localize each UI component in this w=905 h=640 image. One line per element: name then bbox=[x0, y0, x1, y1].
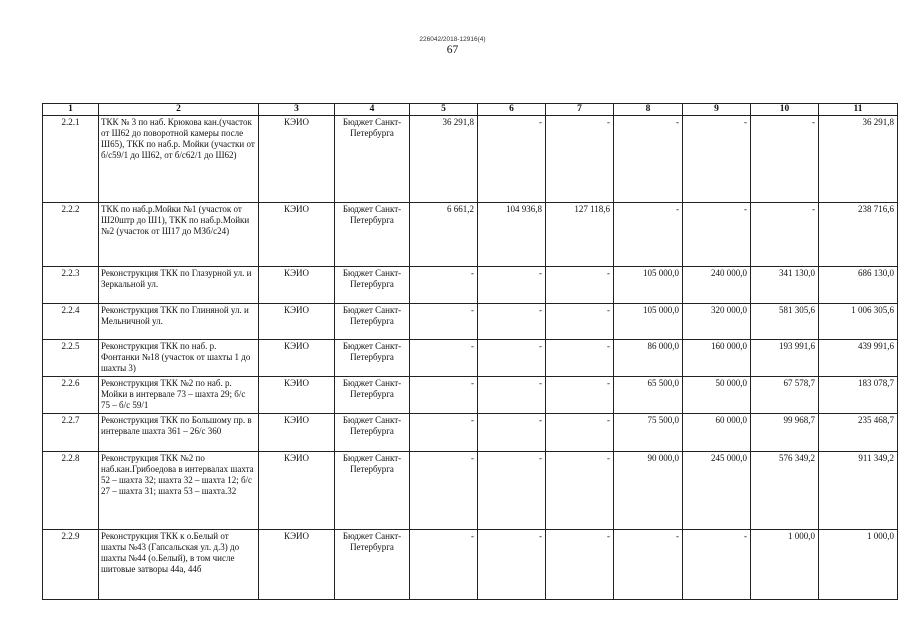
row-funding-source: Бюджет Санкт-Петербурга bbox=[335, 116, 410, 203]
row-funding-source: Бюджет Санкт-Петербурга bbox=[335, 203, 410, 267]
row-value-col7: - bbox=[546, 530, 614, 600]
row-value-col6: - bbox=[478, 530, 546, 600]
row-funding-source: Бюджет Санкт-Петербурга bbox=[335, 452, 410, 530]
row-value-col8: 90 000,0 bbox=[614, 452, 683, 530]
row-number: 2.2.8 bbox=[43, 452, 99, 530]
row-organization: КЭИО bbox=[259, 530, 335, 600]
table-row bbox=[43, 203, 898, 267]
table-row bbox=[43, 116, 898, 203]
col-header-8: 8 bbox=[614, 104, 683, 116]
table-row bbox=[43, 340, 898, 377]
col-header-2: 2 bbox=[99, 104, 259, 116]
row-value-col7: - bbox=[546, 452, 614, 530]
row-value-col11: 1 006 305,6 bbox=[819, 304, 898, 340]
row-value-col7: - bbox=[546, 340, 614, 377]
row-organization: КЭИО bbox=[259, 304, 335, 340]
row-value-col5: - bbox=[410, 267, 478, 304]
row-value-col6: - bbox=[478, 414, 546, 452]
col-header-6: 6 bbox=[478, 104, 546, 116]
row-value-col11: 911 349,2 bbox=[819, 452, 898, 530]
row-value-col11: 235 468,7 bbox=[819, 414, 898, 452]
row-value-col8: 105 000,0 bbox=[614, 304, 683, 340]
row-value-col10: 67 578,7 bbox=[751, 377, 819, 414]
row-value-col7: - bbox=[546, 267, 614, 304]
row-value-col6: - bbox=[478, 116, 546, 203]
row-value-col9: 245 000,0 bbox=[683, 452, 751, 530]
row-value-col11: 36 291,8 bbox=[819, 116, 898, 203]
row-value-col6: 104 936,8 bbox=[478, 203, 546, 267]
row-value-col10: 341 130,0 bbox=[751, 267, 819, 304]
row-funding-source: Бюджет Санкт-Петербурга bbox=[335, 267, 410, 304]
row-organization: КЭИО bbox=[259, 452, 335, 530]
row-funding-source: Бюджет Санкт-Петербурга bbox=[335, 530, 410, 600]
row-organization: КЭИО bbox=[259, 116, 335, 203]
row-value-col11: 238 716,6 bbox=[819, 203, 898, 267]
row-number: 2.2.3 bbox=[43, 267, 99, 304]
row-value-col7: - bbox=[546, 116, 614, 203]
row-value-col11: 183 078,7 bbox=[819, 377, 898, 414]
row-value-col5: - bbox=[410, 304, 478, 340]
row-value-col5: 6 661,2 bbox=[410, 203, 478, 267]
row-value-col11: 439 991,6 bbox=[819, 340, 898, 377]
budget-table bbox=[42, 103, 898, 600]
row-organization: КЭИО bbox=[259, 203, 335, 267]
row-object-name: Реконструкция ТКК №2 по наб.кан.Грибоедова в интервалах шахта 52 – шахта 32; шахта 32 – шахта 12; б/с 27 – шахта 31; шахта 53 – шахта.32 bbox=[99, 452, 259, 530]
row-object-name: ТКК № 3 по наб. Крюкова кан.(участок от Ш62 до поворотной камеры после Ш65), ТКК по наб.р. Мойки (участки от б/с59/1 до Ш62, от б/с62/1 до Ш62) bbox=[99, 116, 259, 203]
row-value-col10: 193 991,6 bbox=[751, 340, 819, 377]
row-value-col8: 65 500,0 bbox=[614, 377, 683, 414]
row-value-col7: - bbox=[546, 304, 614, 340]
table-row bbox=[43, 530, 898, 600]
row-organization: КЭИО bbox=[259, 377, 335, 414]
document-id: 226042/2018-12916(4) bbox=[419, 36, 486, 43]
row-number: 2.2.4 bbox=[43, 304, 99, 340]
row-value-col8: - bbox=[614, 530, 683, 600]
row-funding-source: Бюджет Санкт-Петербурга bbox=[335, 340, 410, 377]
row-value-col9: - bbox=[683, 203, 751, 267]
col-header-7: 7 bbox=[546, 104, 614, 116]
table-row bbox=[43, 452, 898, 530]
col-header-11: 11 bbox=[819, 104, 898, 116]
row-number: 2.2.7 bbox=[43, 414, 99, 452]
col-header-10: 10 bbox=[751, 104, 819, 116]
col-header-5: 5 bbox=[410, 104, 478, 116]
row-value-col9: 50 000,0 bbox=[683, 377, 751, 414]
row-value-col5: 36 291,8 bbox=[410, 116, 478, 203]
row-value-col6: - bbox=[478, 377, 546, 414]
col-header-4: 4 bbox=[335, 104, 410, 116]
row-value-col5: - bbox=[410, 452, 478, 530]
row-object-name: Реконструкция ТКК по Глазурной ул. и Зеркальной ул. bbox=[99, 267, 259, 304]
row-value-col7: - bbox=[546, 377, 614, 414]
row-organization: КЭИО bbox=[259, 267, 335, 304]
row-number: 2.2.6 bbox=[43, 377, 99, 414]
row-value-col5: - bbox=[410, 414, 478, 452]
row-value-col8: - bbox=[614, 116, 683, 203]
row-object-name: Реконструкция ТКК по Глиняной ул. и Мельничной ул. bbox=[99, 304, 259, 340]
row-value-col9: 60 000,0 bbox=[683, 414, 751, 452]
row-value-col5: - bbox=[410, 377, 478, 414]
row-value-col11: 1 000,0 bbox=[819, 530, 898, 600]
row-object-name: Реконструкция ТКК к о.Белый от шахты №43 (Гапсальская ул. д.3) до шахты №44 (о.Белый), в том числе шитовые затворы 44а, 44б bbox=[99, 530, 259, 600]
row-funding-source: Бюджет Санкт-Петербурга bbox=[335, 377, 410, 414]
row-value-col6: - bbox=[478, 304, 546, 340]
row-number: 2.2.1 bbox=[43, 116, 99, 203]
row-value-col9: 160 000,0 bbox=[683, 340, 751, 377]
row-funding-source: Бюджет Санкт-Петербурга bbox=[335, 414, 410, 452]
row-value-col8: 105 000,0 bbox=[614, 267, 683, 304]
table-row bbox=[43, 414, 898, 452]
row-value-col6: - bbox=[478, 452, 546, 530]
row-object-name: Реконструкция ТКК по наб. р. Фонтанки №18 (участок от шахты 1 до шахты 3) bbox=[99, 340, 259, 377]
row-value-col8: - bbox=[614, 203, 683, 267]
row-value-col10: - bbox=[751, 116, 819, 203]
row-value-col7: 127 118,6 bbox=[546, 203, 614, 267]
col-header-3: 3 bbox=[259, 104, 335, 116]
row-object-name: Реконструкция ТКК №2 по наб. р. Мойки в интервале 73 – шахта 29; б/с 75 – б/с 59/1 bbox=[99, 377, 259, 414]
row-value-col10: 99 968,7 bbox=[751, 414, 819, 452]
row-value-col5: - bbox=[410, 340, 478, 377]
page-number: 67 bbox=[446, 44, 459, 56]
row-number: 2.2.9 bbox=[43, 530, 99, 600]
table-row bbox=[43, 304, 898, 340]
col-header-9: 9 bbox=[683, 104, 751, 116]
row-number: 2.2.5 bbox=[43, 340, 99, 377]
row-organization: КЭИО bbox=[259, 340, 335, 377]
row-funding-source: Бюджет Санкт-Петербурга bbox=[335, 304, 410, 340]
row-value-col5: - bbox=[410, 530, 478, 600]
table-row bbox=[43, 377, 898, 414]
row-object-name: ТКК по наб.р.Мойки №1 (участок от Ш20штр до Ш1), ТКК по наб.р.Мойки №2 (участок от Ш17 до МЗб/с24) bbox=[99, 203, 259, 267]
row-value-col9: 320 000,0 bbox=[683, 304, 751, 340]
row-value-col8: 75 500,0 bbox=[614, 414, 683, 452]
row-value-col8: 86 000,0 bbox=[614, 340, 683, 377]
row-value-col7: - bbox=[546, 414, 614, 452]
row-value-col10: 576 349,2 bbox=[751, 452, 819, 530]
table-row bbox=[43, 267, 898, 304]
row-value-col9: 240 000,0 bbox=[683, 267, 751, 304]
row-value-col11: 686 130,0 bbox=[819, 267, 898, 304]
row-number: 2.2.2 bbox=[43, 203, 99, 267]
col-header-1: 1 bbox=[43, 104, 99, 116]
row-value-col6: - bbox=[478, 267, 546, 304]
row-value-col10: 581 305,6 bbox=[751, 304, 819, 340]
row-value-col10: 1 000,0 bbox=[751, 530, 819, 600]
row-organization: КЭИО bbox=[259, 414, 335, 452]
row-value-col10: - bbox=[751, 203, 819, 267]
row-value-col9: - bbox=[683, 530, 751, 600]
row-object-name: Реконструкция ТКК по Большому пр. в интервале шахта 361 – 26/с 360 bbox=[99, 414, 259, 452]
row-value-col9: - bbox=[683, 116, 751, 203]
row-value-col6: - bbox=[478, 340, 546, 377]
column-number-row bbox=[43, 104, 898, 116]
